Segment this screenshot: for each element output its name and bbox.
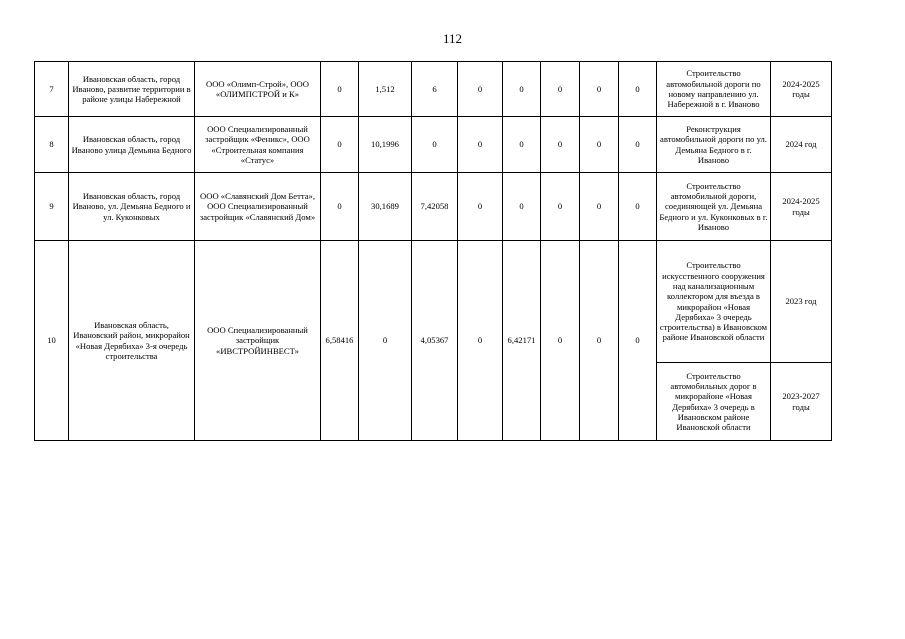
value-cell: 0 — [321, 62, 359, 117]
work-description-cell: Строительство автомобильной дороги по новому направлению ул. Набережной в г. Иваново — [657, 62, 771, 117]
period-cell: 2023 год — [771, 241, 832, 363]
value-cell: 0 — [619, 241, 657, 441]
value-cell: 0 — [412, 117, 458, 173]
developer-cell: ООО Специализированный застройщик «ИВСТРОЙИНВЕСТ» — [195, 241, 321, 441]
row-number: 10 — [35, 241, 69, 441]
work-description-cell: Реконструкция автомобильной дороги по ул. Демьяна Бедного в г. Иваново — [657, 117, 771, 173]
value-cell: 7,42058 — [412, 173, 458, 241]
value-cell: 0 — [359, 241, 412, 441]
value-cell: 1,512 — [359, 62, 412, 117]
table-row — [35, 117, 832, 173]
table-row — [35, 173, 832, 241]
location-cell: Ивановская область, город Иваново, ул. Демьяна Бедного и ул. Куконковых — [69, 173, 195, 241]
value-cell: 0 — [619, 62, 657, 117]
table-row — [35, 62, 832, 117]
developer-cell: ООО «Олимп-Строй», ООО «ОЛИМПСТРОЙ и К» — [195, 62, 321, 117]
period-cell: 2024-2025 годы — [771, 62, 832, 117]
row-number: 9 — [35, 173, 69, 241]
work-description-cell: Строительство искусственного сооружения над канализационным коллектором для въезда в микрорайон «Новая Дерябиха» 3 очередь строительства) в Ивановском районе Ивановской области — [657, 241, 771, 363]
value-cell: 0 — [541, 173, 580, 241]
value-cell: 6,58416 — [321, 241, 359, 441]
value-cell: 0 — [580, 241, 619, 441]
table-row — [35, 241, 832, 363]
location-cell: Ивановская область, Ивановский район, микрорайон «Новая Дерябиха» 3-я очередь строительства — [69, 241, 195, 441]
value-cell: 0 — [619, 117, 657, 173]
value-cell: 10,1996 — [359, 117, 412, 173]
value-cell: 0 — [619, 173, 657, 241]
developer-cell: ООО Специализированный застройщик «Феникс», ООО «Строительная компания «Статус» — [195, 117, 321, 173]
value-cell: 0 — [580, 62, 619, 117]
value-cell: 0 — [580, 117, 619, 173]
value-cell: 0 — [503, 117, 541, 173]
row-number: 8 — [35, 117, 69, 173]
period-cell: 2024-2025 годы — [771, 173, 832, 241]
value-cell: 0 — [580, 173, 619, 241]
value-cell: 0 — [541, 117, 580, 173]
row-number: 7 — [35, 62, 69, 117]
investment-table — [34, 61, 832, 441]
work-description-cell: Строительство автомобильных дорог в микрорайоне «Новая Дерябиха» 3 очередь в Ивановском районе Ивановской области — [657, 363, 771, 441]
value-cell: 0 — [503, 173, 541, 241]
page-number: 112 — [442, 31, 463, 46]
value-cell: 30,1689 — [359, 173, 412, 241]
value-cell: 0 — [458, 62, 503, 117]
period-cell: 2023-2027 годы — [771, 363, 832, 441]
developer-cell: ООО «Славянский Дом Бетта», ООО Специализированный застройщик «Славянский Дом» — [195, 173, 321, 241]
value-cell: 4,05367 — [412, 241, 458, 441]
work-description-cell: Строительство автомобильной дороги, соединяющей ул. Демьяна Бедного и ул. Куконковых в г. Иваново — [657, 173, 771, 241]
location-cell: Ивановская область, город Иваново улица Демьяна Бедного — [69, 117, 195, 173]
value-cell: 0 — [458, 241, 503, 441]
value-cell: 6,42171 — [503, 241, 541, 441]
value-cell: 0 — [458, 173, 503, 241]
location-cell: Ивановская область, город Иваново, развитие территории в районе улицы Набережной — [69, 62, 195, 117]
value-cell: 0 — [541, 62, 580, 117]
value-cell: 0 — [321, 117, 359, 173]
value-cell: 0 — [541, 241, 580, 441]
value-cell: 0 — [458, 117, 503, 173]
value-cell: 6 — [412, 62, 458, 117]
value-cell: 0 — [503, 62, 541, 117]
period-cell: 2024 год — [771, 117, 832, 173]
value-cell: 0 — [321, 173, 359, 241]
